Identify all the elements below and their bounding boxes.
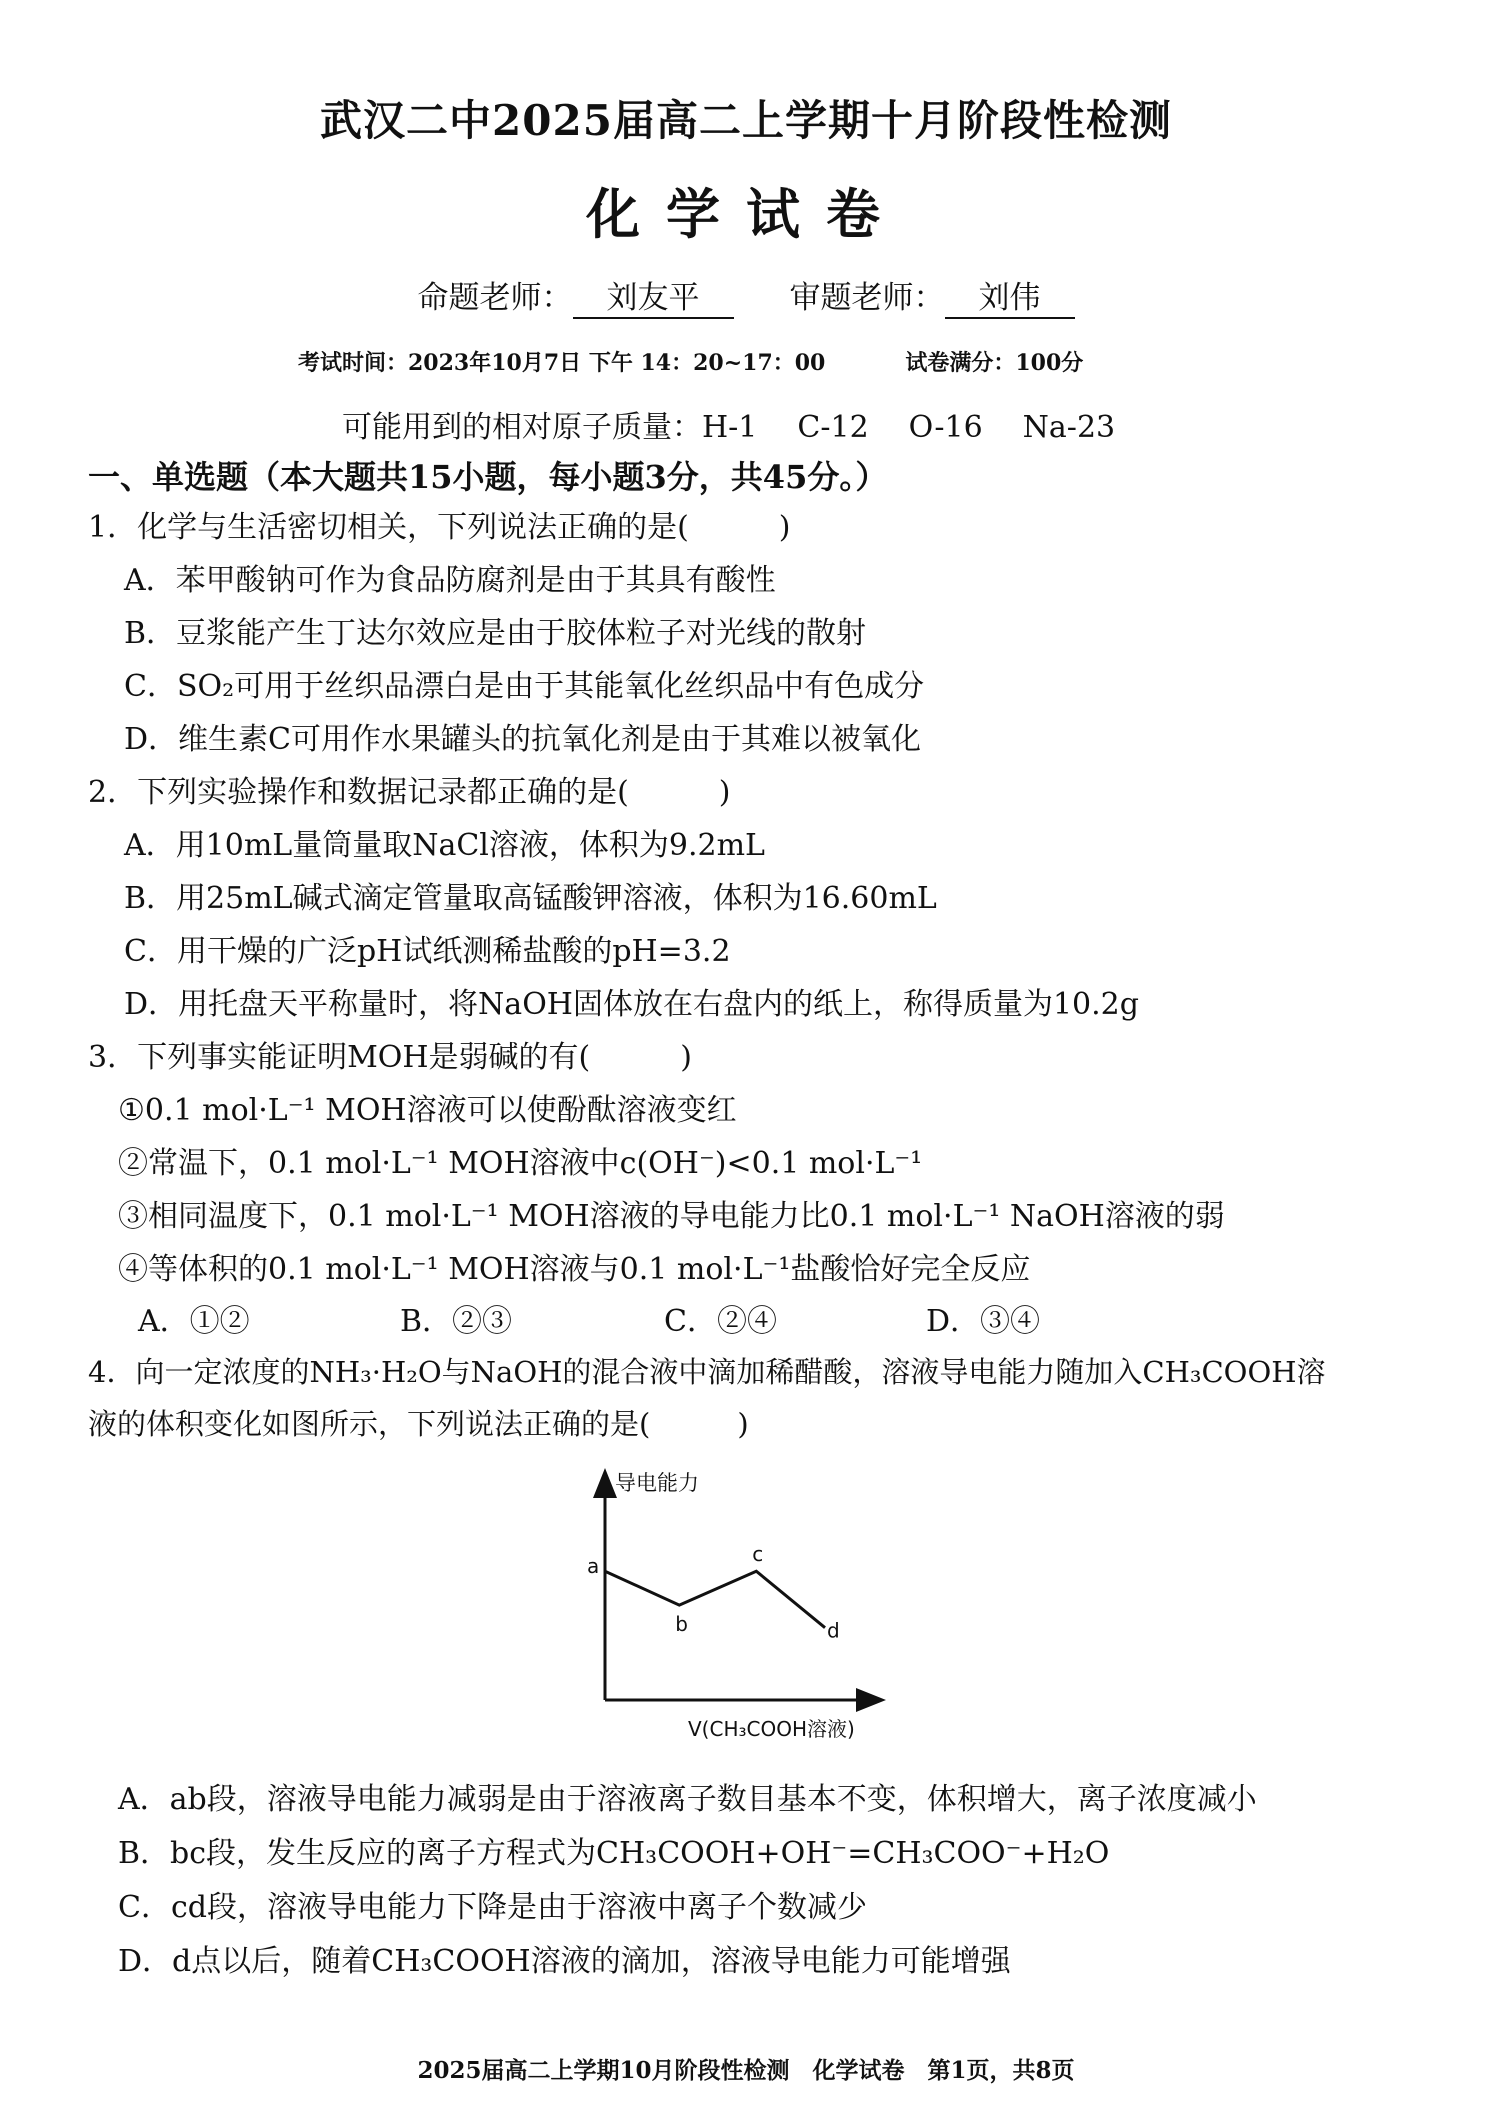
atomic-mass-c: C-12 bbox=[797, 410, 869, 445]
question-2-option-c: C．用干燥的广泛pH试纸测稀盐酸的pH=3.2 bbox=[124, 934, 731, 969]
question-1-option-c: C．SO₂可用于丝织品漂白是由于其能氧化丝织品中有色成分 bbox=[124, 669, 925, 704]
page-footer: 2025届高二上学期10月阶段性检测 化学试卷 第1页，共8页 bbox=[417, 2057, 1075, 2084]
question-1-option-b: B．豆浆能产生丁达尔效应是由于胶体粒子对光线的散射 bbox=[124, 616, 867, 651]
question-1-option-d: D．维生素C可用作水果罐头的抗氧化剂是由于其难以被氧化 bbox=[124, 722, 922, 757]
question-3-stem: 3．下列事实能证明MOH是弱碱的有( ) bbox=[88, 1040, 692, 1075]
point-labels bbox=[587, 1542, 840, 1643]
question-3-statement-4: ④等体积的0.1 mol·L⁻¹ MOH溶液与0.1 mol·L⁻¹盐酸恰好完全反应 bbox=[118, 1252, 1031, 1287]
subject-title: 化学试卷 bbox=[586, 182, 906, 246]
exam-title: 武汉二中2025届高二上学期十月阶段性检测 bbox=[320, 96, 1172, 145]
question-4-option-a: A．ab段，溶液导电能力减弱是由于溶液离子数目基本不变，体积增大，离子浓度减小 bbox=[118, 1782, 1257, 1817]
point-label-d: d bbox=[827, 1618, 840, 1643]
conductivity-chart bbox=[560, 1460, 920, 1745]
exam-time: 考试时间：2023年10月7日 下午 14：20~17：00 bbox=[298, 350, 826, 376]
question-3-statement-1: ①0.1 mol·L⁻¹ MOH溶液可以使酚酞溶液变红 bbox=[118, 1093, 737, 1128]
question-3-statement-3: ③相同温度下，0.1 mol·L⁻¹ MOH溶液的导电能力比0.1 mol·L⁻¹ NaOH溶液的弱 bbox=[118, 1199, 1225, 1234]
atomic-mass-h: H-1 bbox=[702, 410, 758, 445]
setter-label: 命题老师： bbox=[417, 280, 573, 316]
x-axis-label: V(CH₃COOH溶液) bbox=[688, 1717, 855, 1741]
atomic-mass-na: Na-23 bbox=[1022, 410, 1116, 445]
question-4-option-d: D．d点以后，随着CH₃COOH溶液的滴加，溶液导电能力可能增强 bbox=[118, 1944, 1011, 1979]
question-3-statement-2: ②常温下，0.1 mol·L⁻¹ MOH溶液中c(OH⁻)<0.1 mol·L⁻¹ bbox=[118, 1146, 923, 1181]
question-3-choice-c: C．②④ bbox=[664, 1304, 777, 1339]
question-4-option-c: C．cd段，溶液导电能力下降是由于溶液中离子个数减少 bbox=[118, 1890, 867, 1925]
atomic-masses bbox=[342, 402, 1115, 446]
question-4-option-b: B．bc段，发生反应的离子方程式为CH₃COOH+OH⁻=CH₃COO⁻+H₂O bbox=[118, 1836, 1110, 1871]
question-4-stem-line-2: 液的体积变化如图所示，下列说法正确的是( ) bbox=[88, 1407, 749, 1441]
atomic-mass-label: 可能用到的相对原子质量： bbox=[342, 410, 702, 445]
question-3-choice-d: D．③④ bbox=[926, 1304, 1041, 1339]
question-2-option-a: A．用10mL量筒量取NaCl溶液，体积为9.2mL bbox=[124, 828, 765, 863]
setter-name: 刘友平 bbox=[573, 272, 734, 319]
question-3-choice-a: A．①② bbox=[138, 1304, 250, 1339]
full-score: 试卷满分：100分 bbox=[905, 350, 1084, 376]
question-2-option-b: B．用25mL碱式滴定管量取高锰酸钾溶液，体积为16.60mL bbox=[124, 881, 937, 916]
exam-meta bbox=[298, 346, 1083, 377]
atomic-mass-o: O-16 bbox=[908, 410, 983, 445]
point-label-a: a bbox=[587, 1554, 600, 1579]
reviewer-label: 审题老师： bbox=[789, 280, 945, 316]
point-label-b: b bbox=[675, 1612, 689, 1637]
question-1-stem: 1．化学与生活密切相关，下列说法正确的是( ) bbox=[88, 510, 791, 545]
conductivity-line bbox=[605, 1571, 825, 1628]
question-2-stem: 2．下列实验操作和数据记录都正确的是( ) bbox=[88, 775, 731, 810]
section-title: 一、单选题（本大题共15小题，每小题3分，共45分。） bbox=[88, 458, 888, 496]
reviewer-name: 刘伟 bbox=[945, 272, 1075, 319]
authors-line bbox=[0, 272, 1492, 319]
question-4-stem-line-1: 4．向一定浓度的NH₃·H₂O与NaOH的混合液中滴加稀醋酸，溶液导电能力随加入CH₃COOH溶 bbox=[88, 1355, 1326, 1389]
question-2-option-d: D．用托盘天平称量时，将NaOH固体放在右盘内的纸上，称得质量为10.2g bbox=[124, 987, 1139, 1022]
question-3-choice-b: B．②③ bbox=[400, 1304, 513, 1339]
question-1-option-a: A．苯甲酸钠可作为食品防腐剂是由于其具有酸性 bbox=[124, 563, 776, 598]
point-label-c: c bbox=[752, 1542, 764, 1567]
y-axis-label: 导电能力 bbox=[615, 1471, 699, 1495]
